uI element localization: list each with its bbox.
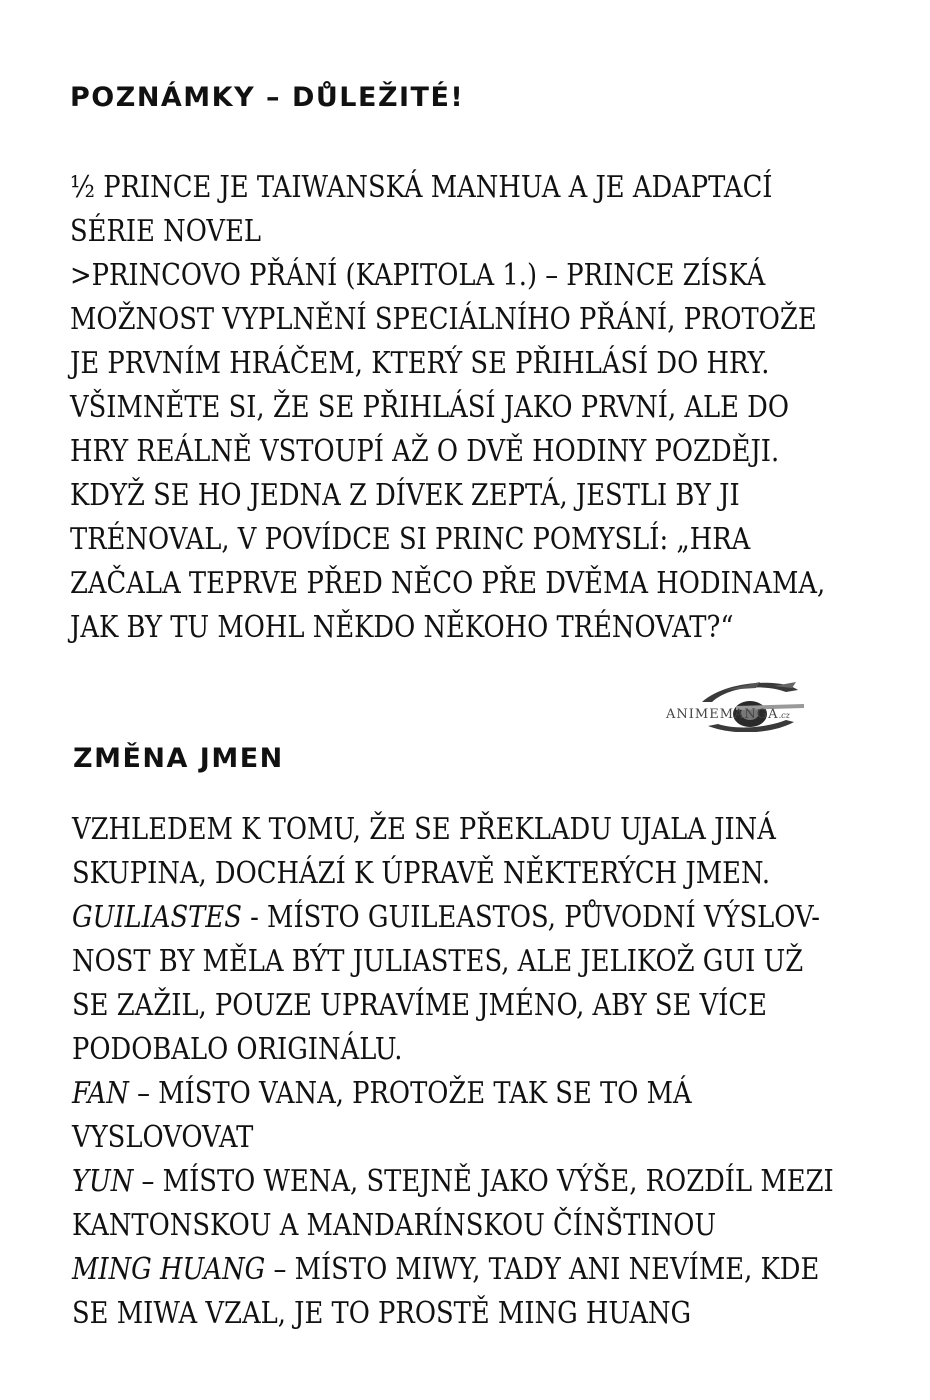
notes-text (70, 166, 825, 650)
name-explanation: – MÍSTO MIWY, TADY ANI NEVÍME, KDE (265, 1252, 820, 1287)
name-explanation-line: SE MIWA VZAL, JE TO PROSTĚ MING HUANG (72, 1296, 692, 1331)
anime-manga-logo (664, 676, 844, 732)
name-term: GUILIASTES (72, 900, 242, 935)
name-term: MING HUANG (72, 1252, 266, 1287)
notes-line: ½ PRINCE JE TAIWANSKÁ MANHUA A JE ADAPTACÍ (70, 170, 773, 205)
name-explanation: – MÍSTO VANA, PROTOŽE TAK SE TO MÁ (128, 1076, 692, 1111)
notes-line: SÉRIE NOVEL (70, 214, 262, 249)
names-intro-line: SKUPINA, DOCHÁZÍ K ÚPRAVĚ NĚKTERÝCH JMEN. (72, 856, 771, 891)
name-entry-guiliastes (72, 896, 834, 940)
name-explanation: - MÍSTO GUILEASTOS, PŮVODNÍ VÝSLOV- (241, 900, 820, 935)
notes-line: MOŽNOST VYPLNĚNÍ SPECIÁLNÍHO PŘÁNÍ, PROTOŽE (70, 302, 817, 337)
notes-line: ZAČALA TEPRVE PŘED NĚCO PŘE DVĚMA HODINAMA, (70, 566, 826, 601)
name-term: FAN (72, 1076, 129, 1111)
notes-line: JE PRVNÍM HRÁČEM, KTERÝ SE PŘIHLÁSÍ DO HRY. (70, 346, 770, 381)
logo-text-anime: ANIME (666, 707, 720, 722)
name-entry-ming-huang (72, 1248, 834, 1292)
notes-line: KDYŽ SE HO JEDNA Z DÍVEK ZEPTÁ, JESTLI BY JI (70, 478, 740, 513)
name-explanation-line: KANTONSKOU A MANDARÍNSKOU ČÍNŠTINOU (72, 1208, 717, 1243)
name-explanation-line: SE ZAŽIL, POUZE UPRAVÍME JMÉNO, ABY SE VÍCE (72, 988, 767, 1023)
notes-heading: POZNÁMKY – DŮLEŽITÉ! (70, 82, 465, 113)
notes-line: >PRINCOVO PŘÁNÍ (KAPITOLA 1.) – PRINCE ZÍSKÁ (70, 258, 766, 293)
names-text (72, 808, 834, 1336)
notes-line: HRY REÁLNĚ VSTOUPÍ AŽ O DVĚ HODINY POZDĚJI. (70, 434, 780, 469)
name-entry-fan (72, 1072, 834, 1116)
name-entry-yun (72, 1160, 834, 1204)
names-intro-line: VZHLEDEM K TOMU, ŽE SE PŘEKLADU UJALA JINÁ (72, 812, 776, 847)
name-explanation-line: NOST BY MĚLA BÝT JULIASTES, ALE JELIKOŽ GUI UŽ (72, 944, 804, 979)
name-term: YUN (72, 1164, 134, 1199)
name-explanation-line: PODOBALO ORIGINÁLU. (72, 1032, 403, 1067)
eye-logo-icon (664, 676, 844, 732)
logo-text-manga: MANGA (719, 707, 779, 722)
logo-text-suffix: .cz (778, 711, 790, 720)
name-explanation-line: VYSLOVOVAT (72, 1120, 254, 1155)
name-explanation: – MÍSTO WENA, STEJNĚ JAKO VÝŠE, ROZDÍL MEZI (133, 1164, 834, 1199)
notes-line: TRÉNOVAL, V POVÍDCE SI PRINC POMYSLÍ: „HRA (70, 522, 751, 557)
notes-line: JAK BY TU MOHL NĚKDO NĚKOHO TRÉNOVAT?“ (70, 610, 734, 645)
notes-line: VŠIMNĚTE SI, ŽE SE PŘIHLÁSÍ JAKO PRVNÍ, ALE DO (70, 390, 790, 425)
names-heading: ZMĚNA JMEN (73, 743, 284, 774)
